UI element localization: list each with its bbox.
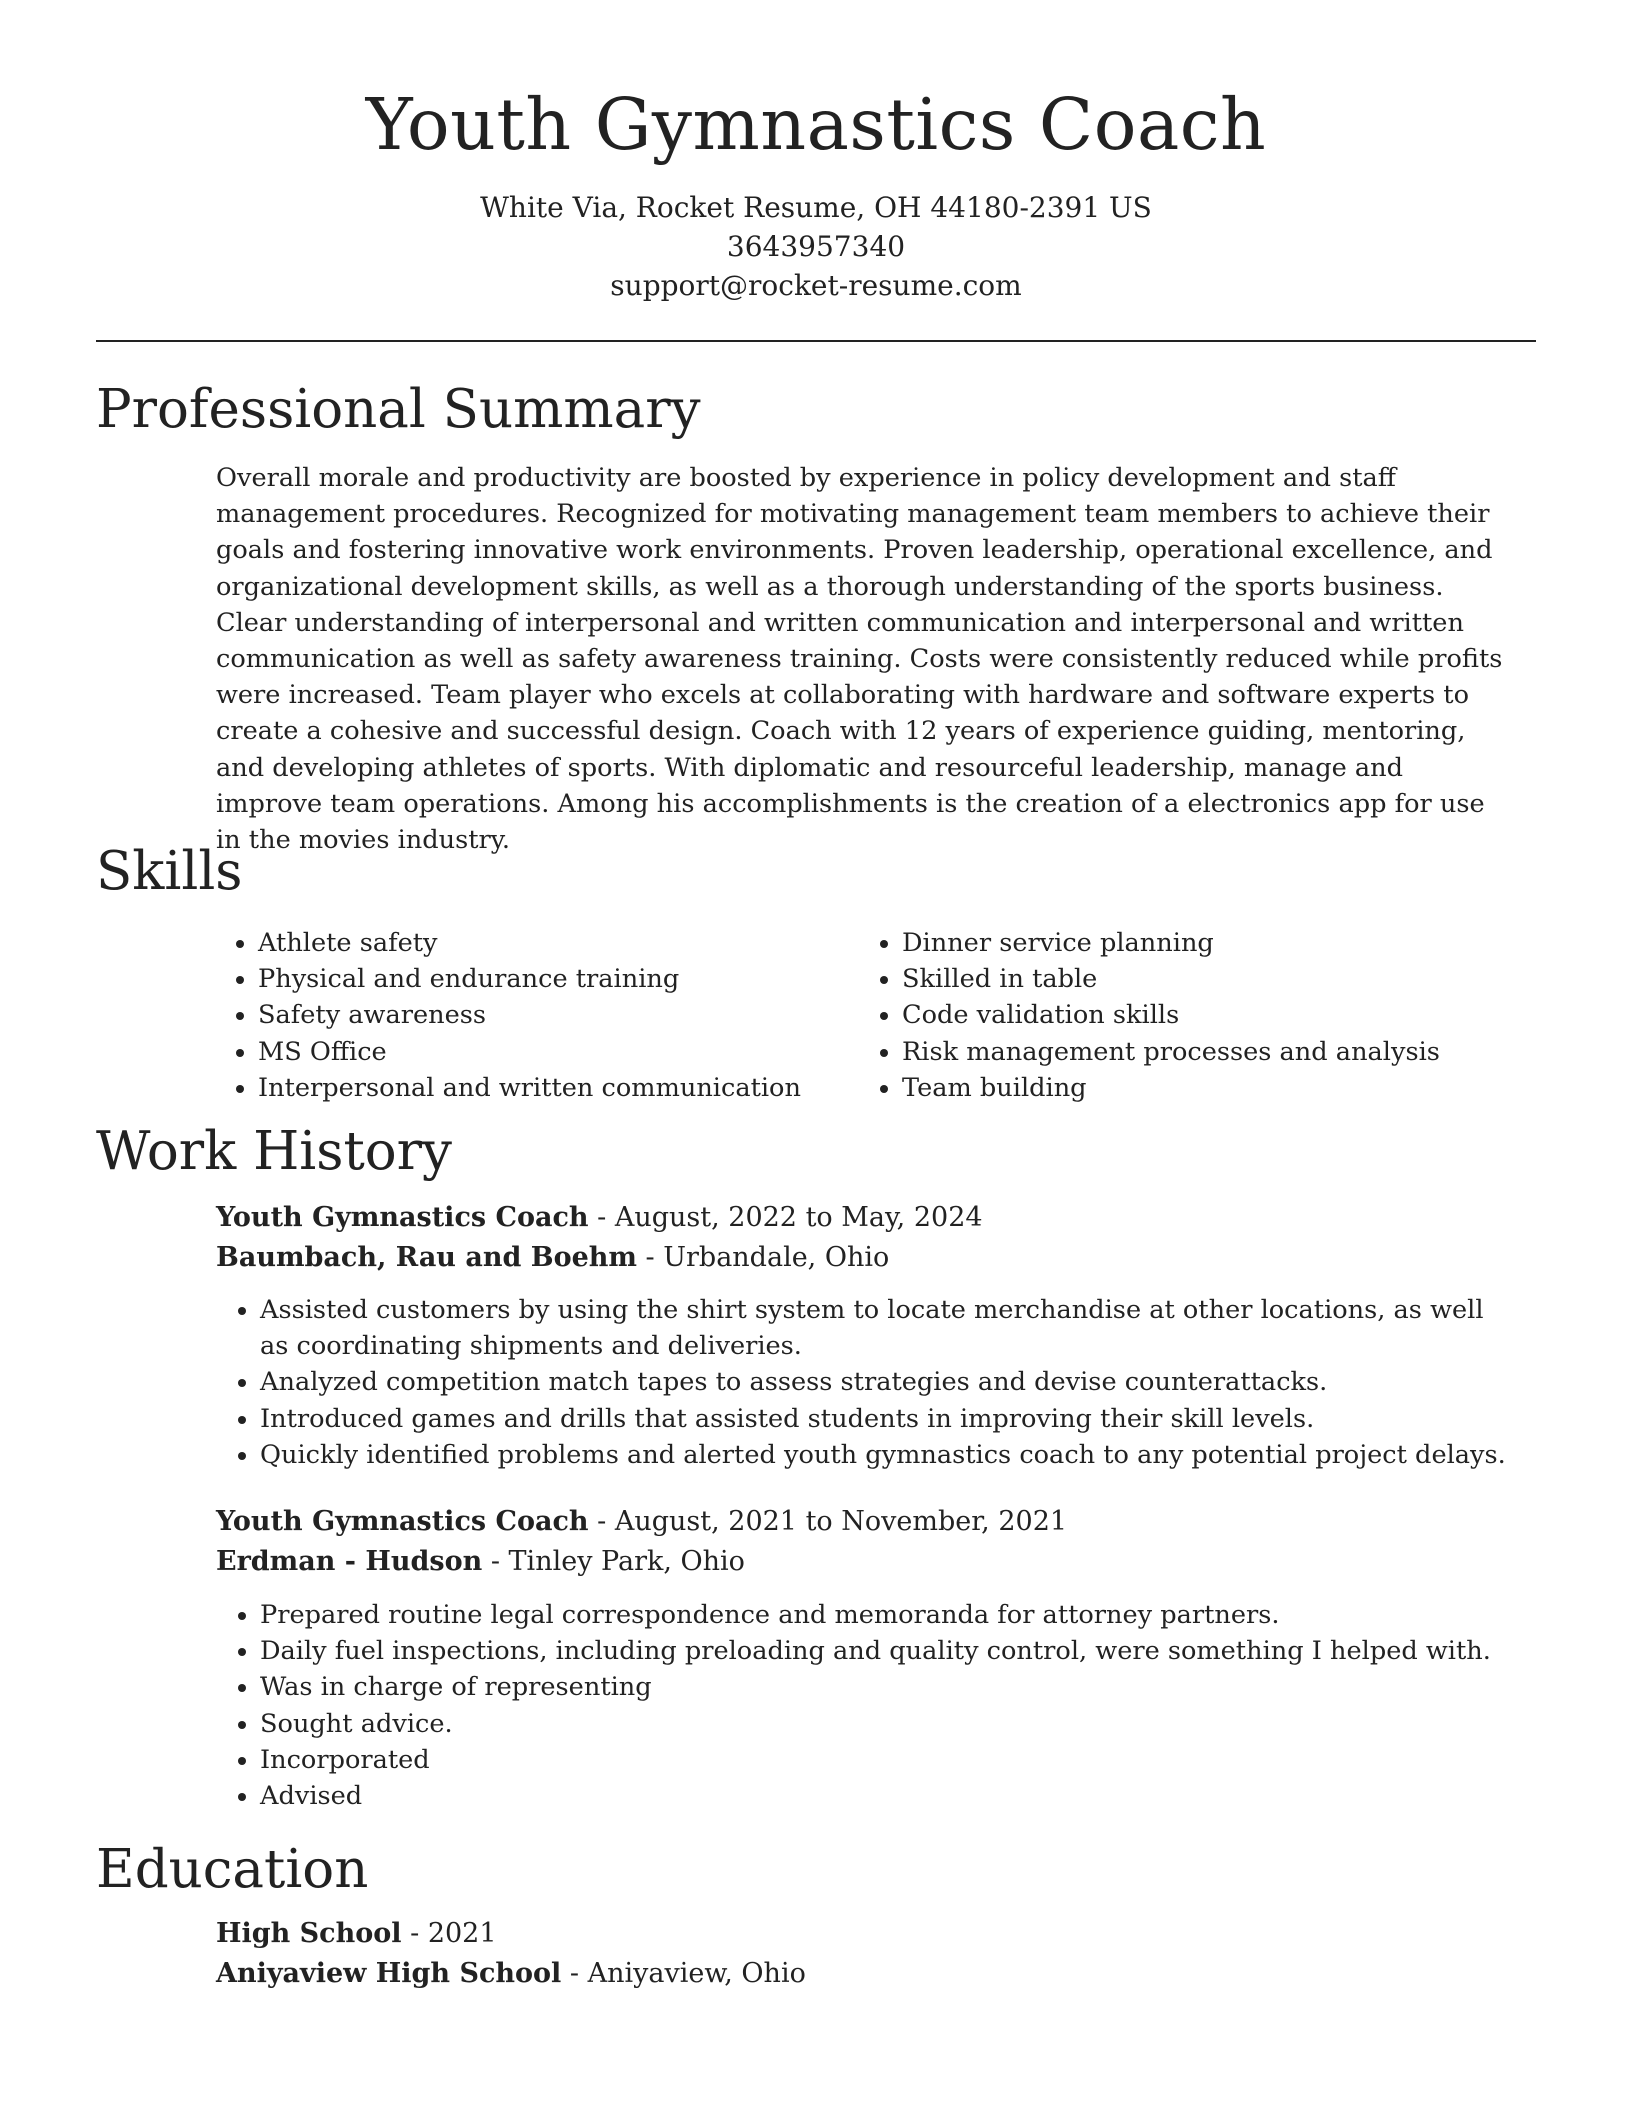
summary-heading: Professional Summary [96,379,701,440]
job-2-dates: August, 2021 to November, 2021 [614,1506,1068,1537]
job-1-company: Baumbach, Rau and Boehm [216,1242,637,1273]
skill-item: • Safety awareness [258,997,814,1033]
job-2-bullet-list [216,1597,1516,1814]
job-2-role: Youth Gymnastics Coach [216,1506,589,1537]
job-1-location: Urbandale, Ohio [663,1242,890,1273]
job-2-header: Youth Gymnastics Coach - August, 2021 to November, 2021 Erdman - Hudson - Tinley Park, Ohio [216,1506,1068,1577]
education-heading: Education [96,1839,369,1900]
job-1-dates: August, 2022 to May, 2024 [614,1202,983,1233]
work-history-heading: Work History [96,1121,452,1182]
duty-item: • Analyzed competition match tapes to assess strategies and devise counterattacks. [260,1364,1516,1400]
education-entry: High School - 2021 Aniyaview High School - Aniyaview, Ohio [216,1918,806,1989]
skills-list-right [858,925,1458,1106]
education-location: Aniyaview, Ohio [587,1958,806,1989]
skills-heading: Skills [96,841,243,902]
education-school: Aniyaview High School [216,1958,562,1989]
duty-item: • Assisted customers by using the shirt system to locate merchandise at other locations, as well as coordinating shipments and deliveries. [260,1292,1516,1364]
skill-item: • Dinner service planning [902,925,1458,961]
skills-column-left [214,925,814,1106]
duty-item: • Advised [260,1778,1516,1814]
duty-item: • Was in charge of representing [260,1669,1516,1705]
job-2-location: Tinley Park, Ohio [508,1546,745,1577]
header-divider [96,340,1536,342]
job-1-role: Youth Gymnastics Coach [216,1202,589,1233]
contact-phone: 3643957340 [726,230,906,263]
skill-item: • Code validation skills [902,997,1458,1033]
job-1-header: Youth Gymnastics Coach - August, 2022 to May, 2024 Baumbach, Rau and Boehm - Urbandale, Ohio [216,1202,983,1273]
skills-list-left [214,925,814,1106]
education-year: 2021 [427,1918,497,1949]
duty-item: • Sought advice. [260,1706,1516,1742]
resume-header [0,80,1632,305]
skill-item: • MS Office [258,1034,814,1070]
skill-item: • Athlete safety [258,925,814,961]
duty-item: • Prepared routine legal correspondence and memoranda for attorney partners. [260,1597,1516,1633]
duty-item: • Daily fuel inspections, including preloading and quality control, were something I helped with. [260,1633,1516,1669]
job-1-bullet-list [216,1292,1516,1473]
duty-item: • Quickly identified problems and alerted youth gymnastics coach to any potential project delays. [260,1437,1516,1473]
skills-column-right [858,925,1458,1106]
skill-item: • Physical and endurance training [258,961,814,997]
skill-item: • Risk management processes and analysis [902,1034,1458,1070]
education-degree: High School [216,1918,402,1949]
duty-item: • Introduced games and drills that assisted students in improving their skill levels. [260,1401,1516,1437]
skill-item: • Team building [902,1070,1458,1106]
candidate-name: Youth Gymnastics Coach [365,83,1267,166]
skill-item: • Interpersonal and written communication [258,1070,814,1106]
duty-item: • Incorporated [260,1742,1516,1778]
summary-text: Overall morale and productivity are boosted by experience in policy development and staff management procedures. Recognized for motivating management team members to achieve their goals and fostering innovative work environments. Proven leadership, operational excellence, and organizational development skills, as well as a thorough understanding of the sports business. Clear understanding of interpersonal and written communication and interpersonal and written communication as well as safety awareness training. Costs were consistently reduced while profits were increased. Team player who excels at collaborating with hardware and software experts to create a cohesive and successful design. Coach with 12 years of experience guiding, mentoring, and developing athletes of sports. With diplomatic and resourceful leadership, manage and improve team operations. Among his accomplishments is the creation of a electronics app for use in the movies industry. [216,463,1503,856]
contact-address: White Via, Rocket Resume, OH 44180-2391 US [480,191,1152,224]
job-2-duties [216,1597,1516,1814]
job-2-company: Erdman - Hudson [216,1546,483,1577]
job-1-duties [216,1292,1516,1473]
skill-item: • Skilled in table [902,961,1458,997]
contact-email: support@rocket-resume.com [610,269,1022,302]
contact-block [0,188,1632,305]
